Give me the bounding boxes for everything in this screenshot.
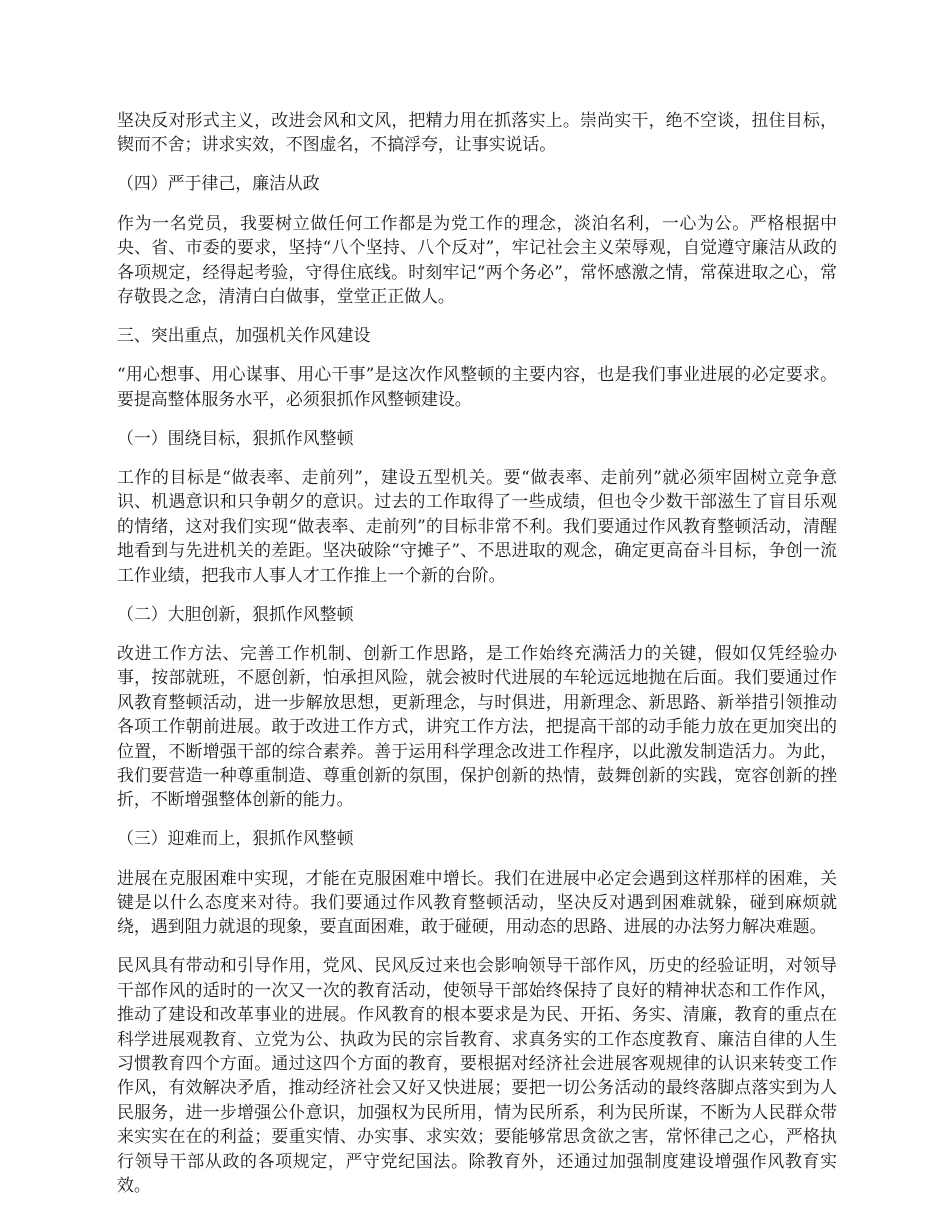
section-heading-3: （三）迎难而上，狠抓作风整顿 [117, 828, 354, 849]
document-body [117, 108, 837, 1212]
section-heading-4: （四）严于律己，廉洁从政 [117, 173, 320, 194]
paragraph-2: 作为一名党员，我要树立做任何工作都是为党工作的理念，淡泊名利，一心为公。严格根据中央、省、市委的要求，坚持“八个坚持、八个反对”，牢记社会主义荣辱观，自觉遵守廉洁从政的各项规定，经得起考验，守得住底线。时刻牢记“两个务必”，常怀感激之情，常葆进取之心，常存敬畏之念，清清白白做事，堂堂正正做人。 [117, 212, 837, 306]
paragraph-3: “用心想事、用心谋事、用心干事”是这次作风整顿的主要内容，也是我们事业进展的必定要求。要提高整体服务水平，必须狠抓作风整顿建设。 [117, 364, 837, 409]
paragraph-7: 民风具有带动和引导作用，党风、民风反过来也会影响领导干部作风，历史的经验证明，对领导干部作风的适时的一次又一次的教育活动，使领导干部始终保持了良好的精神状态和工作作风，推动了建设和改革事业的进展。作风教育的根本要求是为民、开拓、务实、清廉，教育的重点在科学进展观教育、立党为公、执政为民的宗旨教育、求真务实的工作态度教育、廉洁自律的人生习惯教育四个方面。通过这四个方面的教育，要根据对经济社会进展客观规律的认识来转变工作作风，有效解决矛盾，推动经济社会又好又快进展；要把一切公务活动的最终落脚点落实到为人民服务，进一步增强公仆意识，加强权为民所用，情为民所系，利为民所谋，不断为人民群众带来实实在在的利益；要重实情、办实事、求实效；要能够常思贪欲之害，常怀律己之心，严格执行领导干部从政的各项规定，严守党纪国法。除教育外，还通过加强制度建设增强作风教育实效。 [117, 955, 837, 1196]
paragraph-1: 坚决反对形式主义，改进会风和文风，把精力用在抓落实上。崇尚实干，绝不空谈，扭住目标，锲而不舍；讲求实效，不图虚名，不搞浮夸，让事实说话。 [117, 110, 837, 155]
section-heading-1: （一）围绕目标，狠抓作风整顿 [117, 427, 354, 448]
paragraph-6: 进展在克服困难中实现，才能在克服困难中增长。我们在进展中必定会遇到这样那样的困难，关键是以什么态度来对待。我们要通过作风教育整顿活动，坚决反对遇到困难就躲，碰到麻烦就绕，遇到阻力就退的现象，要直面困难，敢于碰硬，用动态的思路、进展的办法努力解决难题。 [117, 867, 837, 937]
chapter-heading-3: 三、突出重点，加强机关作风建设 [117, 324, 371, 345]
paragraph-5: 改进工作方法、完善工作机制、创新工作思路，是工作始终充满活力的关键，假如仅凭经验办事，按部就班，不愿创新，怕承担风险，就会被时代进展的车轮远远地抛在后面。我们要通过作风教育整顿活动，进一步解放思想，更新理念，与时俱进，用新理念、新思路、新举措引领推动各项工作朝前进展。敢于改进工作方式，讲究工作方法，把提高干部的动手能力放在更加突出的位置，不断增强干部的综合素养。善于运用科学理念改进工作程序，以此激发制造活力。为此，我们要营造一种尊重制造、尊重创新的氛围，保护创新的热情，鼓舞创新的实践，宽容创新的挫折，不断增强整体创新的能力。 [117, 642, 837, 810]
section-heading-2: （二）大胆创新，狠抓作风整顿 [117, 603, 354, 624]
paragraph-4: 工作的目标是“做表率、走前列”，建设五型机关。要“做表率、走前列”就必须牢固树立竞争意识、机遇意识和只争朝夕的意识。过去的工作取得了一些成绩，但也令少数干部滋生了盲目乐观的情绪，这对我们实现“做表率、走前列”的目标非常不利。我们要通过作风教育整顿活动，清醒地看到与先进机关的差距。坚决破除“守摊子”、不思进取的观念，确定更高奋斗目标，争创一流工作业绩，把我市人事人才工作推上一个新的台阶。 [117, 466, 837, 585]
